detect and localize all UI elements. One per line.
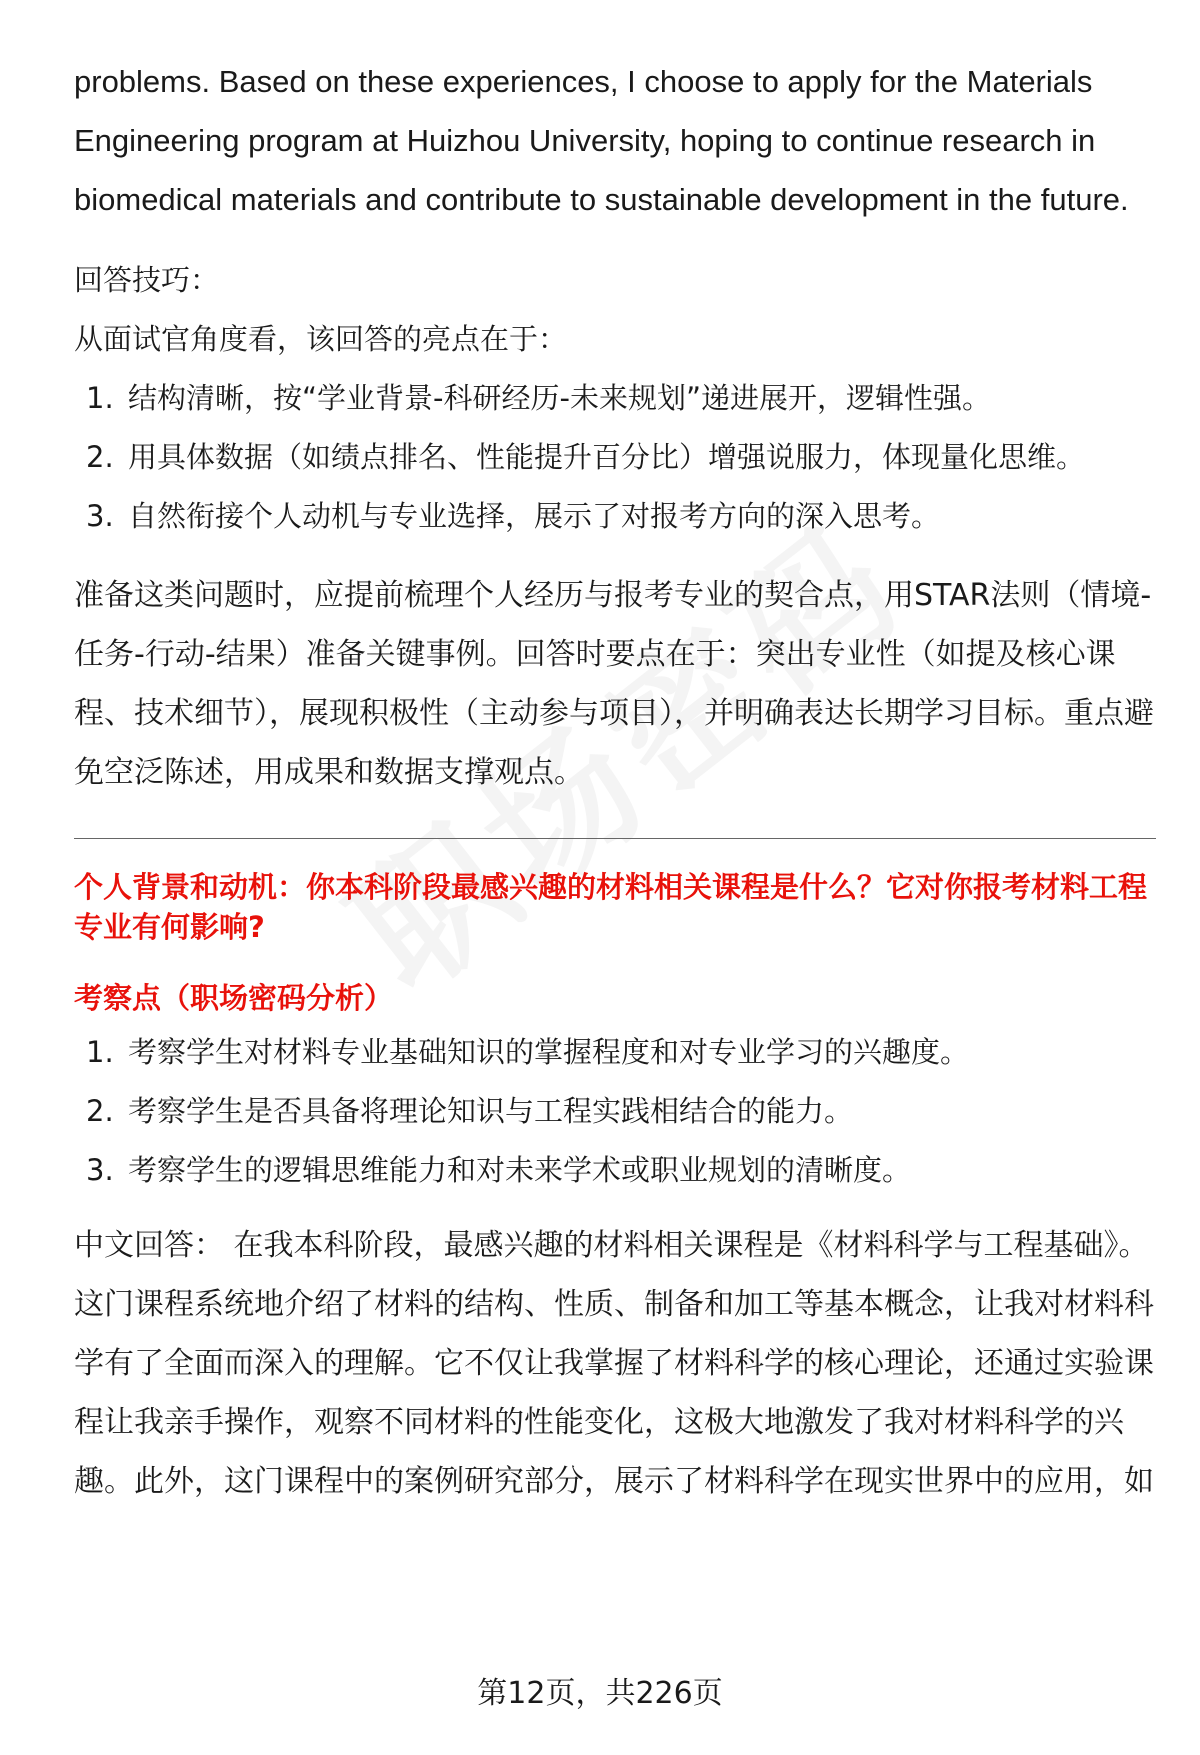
section-divider	[74, 838, 1156, 839]
interview-question: 个人背景和动机：你本科阶段最感兴趣的材料相关课程是什么？它对你报考材料工程专业有何影响?	[74, 870, 1148, 944]
list-text: 考察学生的逻辑思维能力和对未来学术或职业规划的清晰度。	[128, 1153, 912, 1187]
answer-tips-section	[74, 251, 1154, 369]
list-number: 1.	[86, 1035, 114, 1069]
list-text: 自然衔接个人动机与专业选择，展示了对报考方向的深入思考。	[128, 499, 941, 533]
assessment-points-list	[74, 1023, 1154, 1200]
list-number: 1.	[86, 381, 114, 415]
list-item	[74, 1141, 1154, 1200]
list-number: 2.	[86, 440, 114, 474]
assessment-title: 考察点（职场密码分析）	[74, 981, 394, 1015]
tips-points-list	[74, 369, 1154, 546]
list-number: 2.	[86, 1094, 114, 1128]
list-text: 结构清晰，按“学业背景-科研经历-未来规划”递进展开，逻辑性强。	[128, 381, 991, 415]
list-item	[74, 487, 1154, 546]
tips-label: 回答技巧：	[74, 263, 220, 297]
page-content	[74, 52, 1154, 1511]
list-item	[74, 428, 1154, 487]
list-item	[74, 1082, 1154, 1141]
english-answer-continuation: problems. Based on these experiences, I choose to apply for the Materials Engineering program at Huizhou University, hoping to continue research in biomedical materials and contribute to sustainable development in the future.	[74, 64, 1129, 217]
chinese-answer: 中文回答： 在我本科阶段，最感兴趣的材料相关课程是《材料科学与工程基础》。这门课程系统地介绍了材料的结构、性质、制备和加工等基本概念，让我对材料科学有了全面而深入的理解。它不仅让我掌握了材料科学的核心理论，还通过实验课程让我亲手操作，观察不同材料的性能变化，这极大地激发了我对材料科学的兴趣。此外，这门课程中的案例研究部分，展示了材料科学在现实世界中的应用，如	[74, 1228, 1154, 1499]
preparation-advice: 准备这类问题时，应提前梳理个人经历与报考专业的契合点，用STAR法则（情境-任务-行动-结果）准备关键事例。回答时要点在于：突出专业性（如提及核心课程、技术细节），展现积极性（主动参与项目），并明确表达长期学习目标。重点避免空泛陈述，用成果和数据支撑观点。	[74, 578, 1154, 790]
page-footer: 第12页，共226页	[477, 1676, 723, 1711]
tips-intro: 从面试官角度看，该回答的亮点在于：	[74, 322, 568, 356]
list-number: 3.	[86, 499, 114, 533]
list-text: 考察学生对材料专业基础知识的掌握程度和对专业学习的兴趣度。	[128, 1035, 970, 1069]
list-item	[74, 1023, 1154, 1082]
list-item	[74, 369, 1154, 428]
list-text: 考察学生是否具备将理论知识与工程实践相结合的能力。	[128, 1094, 854, 1128]
list-text: 用具体数据（如绩点排名、性能提升百分比）增强说服力，体现量化思维。	[128, 440, 1086, 474]
list-number: 3.	[86, 1153, 114, 1187]
